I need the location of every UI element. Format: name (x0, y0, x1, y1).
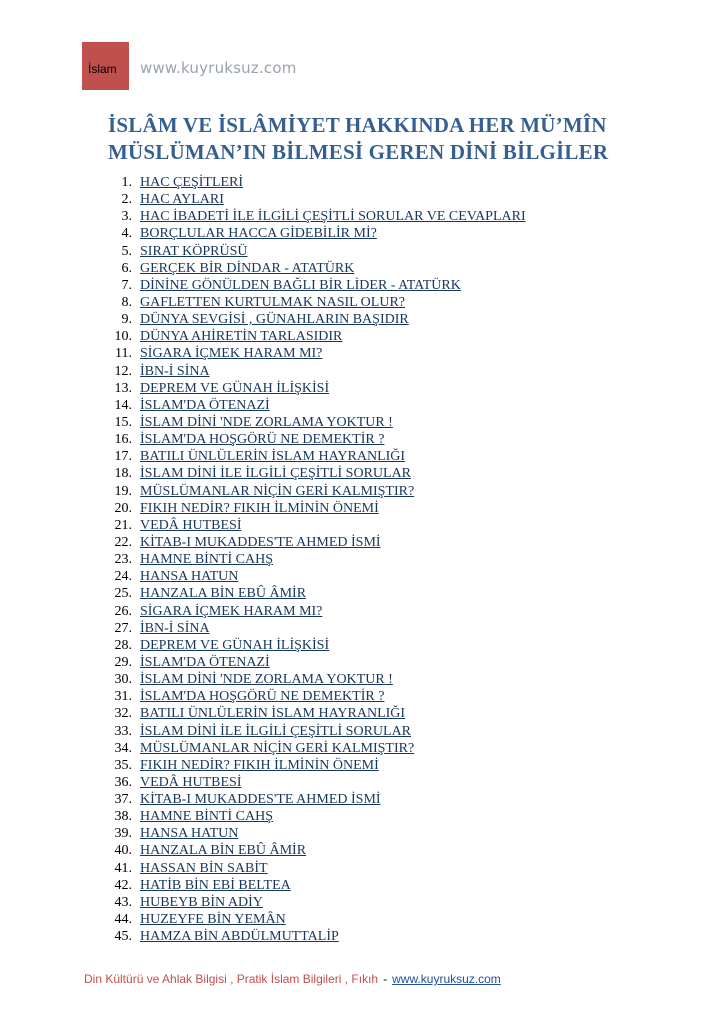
list-item-number: 13. (114, 380, 132, 396)
list-item (108, 842, 526, 859)
list-item-number: 45. (114, 929, 132, 945)
list-item-link[interactable]: FIKIH NEDİR? FIKIH İLMİNİN ÖNEMİ (140, 757, 379, 773)
list-item (108, 363, 526, 380)
list-item (108, 894, 526, 911)
page-title (108, 112, 668, 166)
list-item-link[interactable]: SİGARA İÇMEK HARAM MI? (140, 603, 323, 619)
list-item-number: 43. (114, 894, 132, 910)
list-item-number: 32. (114, 706, 132, 722)
list-item-link[interactable]: HANZALA BİN EBÛ ÂMİR (140, 843, 307, 859)
list-item-number: 7. (121, 277, 132, 293)
list-item (108, 174, 526, 191)
list-item (108, 757, 526, 774)
list-item-number: 10. (114, 329, 132, 345)
list-item-number: 21. (114, 517, 132, 533)
footer-link[interactable]: www.kuyruksuz.com (392, 972, 501, 986)
list-item (108, 431, 526, 448)
list-item-link[interactable]: MÜSLÜMANLAR NİÇİN GERİ KALMIŞTIR? (140, 740, 415, 756)
list-item-number: 27. (114, 620, 132, 636)
list-item (108, 860, 526, 877)
list-item (108, 877, 526, 894)
table-of-contents (108, 174, 526, 945)
list-item-link[interactable]: HATİB BİN EBİ BELTEA (140, 877, 291, 893)
list-item (108, 208, 526, 225)
list-item (108, 620, 526, 637)
list-item (108, 603, 526, 620)
list-item (108, 911, 526, 928)
list-item (108, 791, 526, 808)
list-item (108, 825, 526, 842)
list-item (108, 328, 526, 345)
list-item-number: 12. (114, 363, 132, 379)
list-item-number: 35. (114, 757, 132, 773)
list-item-link[interactable]: HANZALA BİN EBÛ ÂMİR (140, 586, 307, 602)
list-item-number: 40. (114, 843, 132, 859)
list-item-link[interactable]: BATILI ÜNLÜLERİN İSLAM HAYRANLIĞI (140, 449, 406, 465)
list-item-number: 5. (121, 243, 132, 259)
list-item-link[interactable]: İSLAM DİNİ İLE İLGİLİ ÇEŞİTLİ SORULAR (140, 723, 412, 739)
list-item-number: 18. (114, 466, 132, 482)
list-item (108, 740, 526, 757)
list-item-link[interactable]: İSLAM DİNİ 'NDE ZORLAMA YOKTUR ! (140, 414, 393, 430)
list-item-link[interactable]: HUZEYFE BİN YEMÂN (140, 912, 286, 928)
list-item (108, 808, 526, 825)
list-item-link[interactable]: HANSA HATUN (140, 569, 239, 585)
list-item-link[interactable]: HAC İBADETİ İLE İLGİLİ ÇEŞİTLİ SORULAR VE CEVAPLARI (140, 209, 526, 225)
list-item-link[interactable]: İSLAM DİNİ İLE İLGİLİ ÇEŞİTLİ SORULAR (140, 466, 412, 482)
list-item-link[interactable]: HANSA HATUN (140, 826, 239, 842)
list-item-link[interactable]: FIKIH NEDİR? FIKIH İLMİNİN ÖNEMİ (140, 500, 379, 516)
list-item-link[interactable]: VEDÂ HUTBESİ (140, 517, 242, 533)
list-item (108, 568, 526, 585)
list-item-link[interactable]: DİNİNE GÖNÜLDEN BAĞLI BİR LİDER - ATATÜRK (140, 277, 461, 293)
list-item (108, 191, 526, 208)
list-item-link[interactable]: İSLAM DİNİ 'NDE ZORLAMA YOKTUR ! (140, 672, 393, 688)
list-item (108, 345, 526, 362)
list-item-number: 44. (114, 912, 132, 928)
list-item-link[interactable]: HAC AYLARI (140, 192, 224, 208)
list-item-number: 39. (114, 826, 132, 842)
category-tag: İslam (82, 42, 129, 90)
list-item-link[interactable]: HAMZA BİN ABDÜLMUTTALİP (140, 929, 339, 945)
list-item (108, 585, 526, 602)
list-item (108, 705, 526, 722)
list-item-number: 37. (114, 792, 132, 808)
list-item-link[interactable]: SİGARA İÇMEK HARAM MI? (140, 346, 323, 362)
list-item (108, 397, 526, 414)
list-item (108, 671, 526, 688)
list-item-link[interactable]: SIRAT KÖPRÜSÜ (140, 243, 248, 259)
list-item-number: 6. (121, 260, 132, 276)
list-item (108, 654, 526, 671)
list-item-link[interactable]: HAMNE BİNTİ CAHŞ (140, 552, 273, 568)
list-item-number: 38. (114, 809, 132, 825)
list-item-link[interactable]: GERÇEK BİR DİNDAR - ATATÜRK (140, 260, 355, 276)
site-name: www.kuyruksuz.com (140, 59, 297, 77)
list-item-link[interactable]: HAMNE BİNTİ CAHŞ (140, 809, 273, 825)
list-item-number: 9. (121, 312, 132, 328)
list-item-link[interactable]: MÜSLÜMANLAR NİÇİN GERİ KALMIŞTIR? (140, 483, 415, 499)
list-item-number: 3. (121, 209, 132, 225)
list-item-number: 26. (114, 603, 132, 619)
title-line-2: MÜSLÜMAN’IN BİLMESİ GEREN DİNİ BİLGİLER (108, 140, 609, 164)
list-item (108, 723, 526, 740)
list-item-link[interactable]: İBN-İ SİNA (140, 620, 210, 636)
list-item-number: 42. (114, 877, 132, 893)
list-item (108, 500, 526, 517)
list-item-link[interactable]: HAC ÇEŞİTLERİ (140, 175, 244, 190)
list-item (108, 928, 526, 945)
list-item-link[interactable]: BORÇLULAR HACCA GİDEBİLİR Mİ? (140, 226, 377, 242)
list-item-number: 28. (114, 637, 132, 653)
list-item-number: 23. (114, 552, 132, 568)
list-item (108, 380, 526, 397)
list-item-number: 41. (114, 860, 132, 876)
list-item-link[interactable]: İSLAM'DA HOŞGÖRÜ NE DEMEKTİR ? (140, 432, 385, 448)
list-item-link[interactable]: KİTAB-I MUKADDES'TE AHMED İSMİ (140, 792, 381, 808)
list-item-number: 31. (114, 689, 132, 705)
list-item (108, 774, 526, 791)
list-item-link[interactable]: DÜNYA AHİRETİN TARLASIDIR (140, 329, 343, 345)
footer-text: Din Kültürü ve Ahlak Bilgisi , Pratik İslam Bilgileri , Fıkıh (84, 972, 379, 986)
list-item (108, 465, 526, 482)
list-item-number: 4. (121, 226, 132, 242)
list-item (108, 243, 526, 260)
list-item-number: 2. (121, 192, 132, 208)
list-item (108, 637, 526, 654)
list-item-number: 17. (114, 449, 132, 465)
list-item (108, 483, 526, 500)
list-item (108, 534, 526, 551)
list-item-number: 8. (121, 294, 132, 310)
list-item-link[interactable]: HASSAN BİN SABİT (140, 860, 268, 876)
footer-separator: - (383, 972, 388, 986)
list-item-link[interactable]: HUBEYB BİN ADİY (140, 894, 263, 910)
list-item-number: 33. (114, 723, 132, 739)
list-item-number: 22. (114, 534, 132, 550)
list-item (108, 311, 526, 328)
list-item-link[interactable]: KİTAB-I MUKADDES'TE AHMED İSMİ (140, 534, 381, 550)
list-item (108, 551, 526, 568)
list-item-number: 24. (114, 569, 132, 585)
list-item (108, 414, 526, 431)
list-item-link[interactable]: DEPREM VE GÜNAH İLİŞKİSİ (140, 637, 330, 653)
list-item-number: 34. (114, 740, 132, 756)
list-item-link[interactable]: GAFLETTEN KURTULMAK NASIL OLUR? (140, 294, 406, 310)
list-item-link[interactable]: İSLAM'DA ÖTENAZİ (140, 397, 270, 413)
footer (84, 972, 501, 986)
list-item (108, 225, 526, 242)
list-item-number: 19. (114, 483, 132, 499)
list-item-number: 20. (114, 500, 132, 516)
list-item-link[interactable]: VEDÂ HUTBESİ (140, 774, 242, 790)
list-item (108, 448, 526, 465)
list-item (108, 517, 526, 534)
title-line-1: İSLÂM VE İSLÂMİYET HAKKINDA HER MÜ’MÎN (108, 113, 607, 137)
list-item-link[interactable]: DÜNYA SEVGİSİ , GÜNAHLARIN BAŞIDIR (140, 312, 409, 328)
list-item (108, 294, 526, 311)
list-item-number: 25. (114, 586, 132, 602)
list-item-number: 15. (114, 414, 132, 430)
list-item-number: 14. (114, 397, 132, 413)
list-item-link[interactable]: İSLAM'DA ÖTENAZİ (140, 654, 270, 670)
list-item (108, 277, 526, 294)
list-item-link[interactable]: BATILI ÜNLÜLERİN İSLAM HAYRANLIĞI (140, 706, 406, 722)
list-item-link[interactable]: İSLAM'DA HOŞGÖRÜ NE DEMEKTİR ? (140, 689, 385, 705)
list-item-number: 1. (121, 175, 132, 190)
list-item-number: 36. (114, 774, 132, 790)
list-item-number: 11. (115, 346, 132, 362)
list-item-number: 30. (114, 672, 132, 688)
list-item (108, 260, 526, 277)
list-item (108, 688, 526, 705)
list-item-number: 29. (114, 654, 132, 670)
list-item-link[interactable]: İBN-İ SİNA (140, 363, 210, 379)
list-item-link[interactable]: DEPREM VE GÜNAH İLİŞKİSİ (140, 380, 330, 396)
list-item-number: 16. (114, 432, 132, 448)
